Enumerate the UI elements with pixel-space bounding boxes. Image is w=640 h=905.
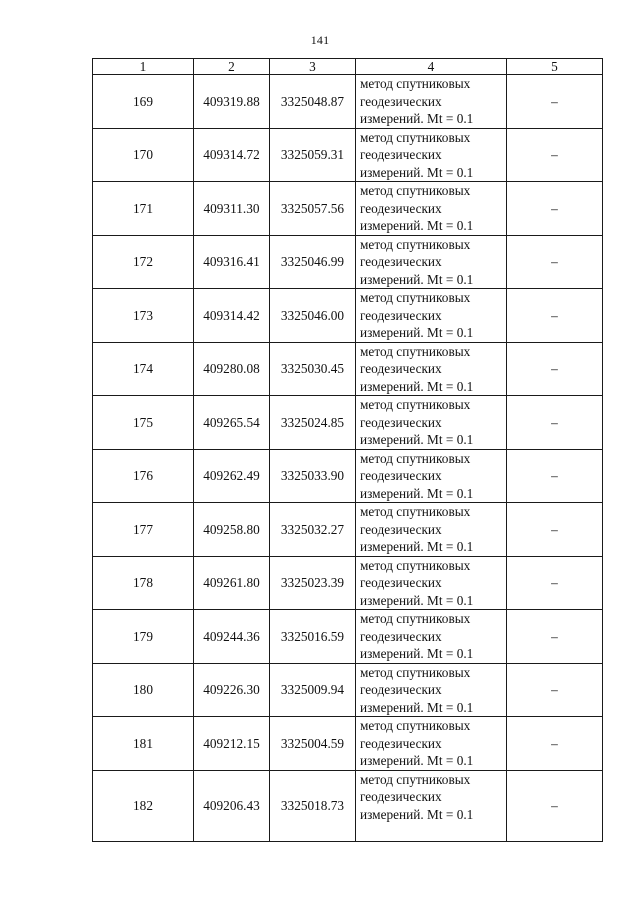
x-coordinate-cell: 409314.42 xyxy=(194,289,270,343)
table-header xyxy=(93,59,603,75)
table-row xyxy=(93,663,603,717)
point-number-cell: 171 xyxy=(93,182,194,236)
method-line: измерений. Mt = 0.1 xyxy=(360,806,474,822)
y-coordinate-cell: 3325033.90 xyxy=(270,449,356,503)
method-line: геодезических xyxy=(360,200,442,216)
note-cell: – xyxy=(507,342,603,396)
method-cell xyxy=(356,342,507,396)
method-line: геодезических xyxy=(360,575,442,590)
x-coordinate-cell: 409319.88 xyxy=(194,75,270,129)
table-row xyxy=(93,128,603,182)
note-cell: – xyxy=(507,556,603,610)
y-coordinate-cell: 3325023.39 xyxy=(270,556,356,610)
method-cell xyxy=(356,289,507,343)
note-cell: – xyxy=(507,182,603,236)
y-coordinate-cell: 3325059.31 xyxy=(270,128,356,182)
column-header-4: 4 xyxy=(356,59,507,75)
method-line: измерений. Mt = 0.1 xyxy=(360,164,474,180)
point-number-cell: 181 xyxy=(93,717,194,771)
table-body xyxy=(93,75,603,842)
method-line: метод спутниковых xyxy=(360,557,471,573)
column-header-5: 5 xyxy=(507,59,603,75)
page-number: 141 xyxy=(310,33,330,47)
method-cell xyxy=(356,663,507,717)
method-line: геодезических xyxy=(360,468,442,483)
method-cell xyxy=(356,182,507,236)
point-number-cell: 170 xyxy=(93,128,194,182)
header-row xyxy=(93,59,603,75)
point-number-cell: 182 xyxy=(93,770,194,841)
method-line: измерений. Mt = 0.1 xyxy=(360,271,474,287)
method-line: метод спутниковых xyxy=(360,664,471,680)
table-row xyxy=(93,449,603,503)
method-line: измерений. Mt = 0.1 xyxy=(360,218,474,233)
method-cell xyxy=(356,449,507,503)
method-line: метод спутниковых xyxy=(360,771,471,787)
method-line: геодезических xyxy=(360,521,442,537)
note-cell: – xyxy=(507,717,603,771)
y-coordinate-cell: 3325032.27 xyxy=(270,503,356,557)
coordinates-table xyxy=(92,58,603,842)
method-cell xyxy=(356,503,507,557)
y-coordinate-cell: 3325016.59 xyxy=(270,610,356,664)
note-cell: – xyxy=(507,449,603,503)
method-line: геодезических xyxy=(360,789,442,804)
column-header-3: 3 xyxy=(270,59,356,75)
x-coordinate-cell: 409311.30 xyxy=(194,182,270,236)
table-row xyxy=(93,770,603,841)
point-number-cell: 179 xyxy=(93,610,194,664)
method-line: измерений. Mt = 0.1 xyxy=(360,539,474,554)
table-row xyxy=(93,342,603,396)
method-line: геодезических xyxy=(360,361,442,376)
method-line: геодезических xyxy=(360,254,442,269)
method-line: метод спутниковых xyxy=(360,76,471,91)
y-coordinate-cell: 3325024.85 xyxy=(270,396,356,450)
method-cell xyxy=(356,717,507,771)
note-cell: – xyxy=(507,289,603,343)
method-cell xyxy=(356,128,507,182)
method-line: метод спутниковых xyxy=(360,236,471,252)
note-cell: – xyxy=(507,396,603,450)
x-coordinate-cell: 409258.80 xyxy=(194,503,270,557)
method-line: метод спутниковых xyxy=(360,343,471,359)
y-coordinate-cell: 3325057.56 xyxy=(270,182,356,236)
x-coordinate-cell: 409244.36 xyxy=(194,610,270,664)
method-line: геодезических xyxy=(360,307,442,323)
method-cell xyxy=(356,770,507,841)
note-cell: – xyxy=(507,503,603,557)
y-coordinate-cell: 3325004.59 xyxy=(270,717,356,771)
point-number-cell: 169 xyxy=(93,75,194,129)
note-cell: – xyxy=(507,663,603,717)
point-number-cell: 180 xyxy=(93,663,194,717)
method-line: измерений. Mt = 0.1 xyxy=(360,699,474,715)
method-line: метод спутниковых xyxy=(360,504,471,519)
x-coordinate-cell: 409316.41 xyxy=(194,235,270,289)
method-line: геодезических xyxy=(360,93,442,109)
method-line: измерений. Mt = 0.1 xyxy=(360,111,474,126)
method-line: геодезических xyxy=(360,628,442,644)
method-line: метод спутниковых xyxy=(360,450,471,466)
x-coordinate-cell: 409265.54 xyxy=(194,396,270,450)
method-cell xyxy=(356,556,507,610)
point-number-cell: 178 xyxy=(93,556,194,610)
y-coordinate-cell: 3325030.45 xyxy=(270,342,356,396)
method-line: метод спутниковых xyxy=(360,397,471,412)
note-cell: – xyxy=(507,770,603,841)
point-number-cell: 176 xyxy=(93,449,194,503)
method-cell xyxy=(356,75,507,129)
method-line: геодезических xyxy=(360,682,442,697)
note-cell: – xyxy=(507,128,603,182)
method-line: метод спутниковых xyxy=(360,718,471,733)
y-coordinate-cell: 3325046.99 xyxy=(270,235,356,289)
method-cell xyxy=(356,235,507,289)
x-coordinate-cell: 409280.08 xyxy=(194,342,270,396)
y-coordinate-cell: 3325009.94 xyxy=(270,663,356,717)
method-line: измерений. Mt = 0.1 xyxy=(360,325,474,340)
table-row xyxy=(93,289,603,343)
method-line: метод спутниковых xyxy=(360,183,471,198)
method-line: метод спутниковых xyxy=(360,129,471,145)
method-cell xyxy=(356,396,507,450)
point-number-cell: 172 xyxy=(93,235,194,289)
method-line: геодезических xyxy=(360,414,442,430)
method-line: метод спутниковых xyxy=(360,290,471,305)
method-line: измерений. Mt = 0.1 xyxy=(360,378,474,394)
point-number-cell: 173 xyxy=(93,289,194,343)
x-coordinate-cell: 409314.72 xyxy=(194,128,270,182)
column-header-1: 1 xyxy=(93,59,194,75)
y-coordinate-cell: 3325018.73 xyxy=(270,770,356,841)
x-coordinate-cell: 409206.43 xyxy=(194,770,270,841)
method-line: геодезических xyxy=(360,147,442,162)
table-row xyxy=(93,556,603,610)
method-line: измерений. Mt = 0.1 xyxy=(360,432,474,447)
method-line: метод спутниковых xyxy=(360,611,471,626)
table-row xyxy=(93,503,603,557)
y-coordinate-cell: 3325048.87 xyxy=(270,75,356,129)
table-row xyxy=(93,235,603,289)
column-header-2: 2 xyxy=(194,59,270,75)
method-line: измерений. Mt = 0.1 xyxy=(360,753,474,768)
note-cell: – xyxy=(507,610,603,664)
point-number-cell: 177 xyxy=(93,503,194,557)
table-row xyxy=(93,610,603,664)
note-cell: – xyxy=(507,75,603,129)
table-row xyxy=(93,182,603,236)
point-number-cell: 174 xyxy=(93,342,194,396)
method-line: измерений. Mt = 0.1 xyxy=(360,646,474,661)
table-row xyxy=(93,717,603,771)
method-line: измерений. Mt = 0.1 xyxy=(360,592,474,608)
table-row xyxy=(93,396,603,450)
x-coordinate-cell: 409261.80 xyxy=(194,556,270,610)
method-line: измерений. Mt = 0.1 xyxy=(360,485,474,501)
table-row xyxy=(93,75,603,129)
point-number-cell: 175 xyxy=(93,396,194,450)
x-coordinate-cell: 409226.30 xyxy=(194,663,270,717)
y-coordinate-cell: 3325046.00 xyxy=(270,289,356,343)
method-line: геодезических xyxy=(360,735,442,751)
x-coordinate-cell: 409212.15 xyxy=(194,717,270,771)
note-cell: – xyxy=(507,235,603,289)
x-coordinate-cell: 409262.49 xyxy=(194,449,270,503)
method-cell xyxy=(356,610,507,664)
